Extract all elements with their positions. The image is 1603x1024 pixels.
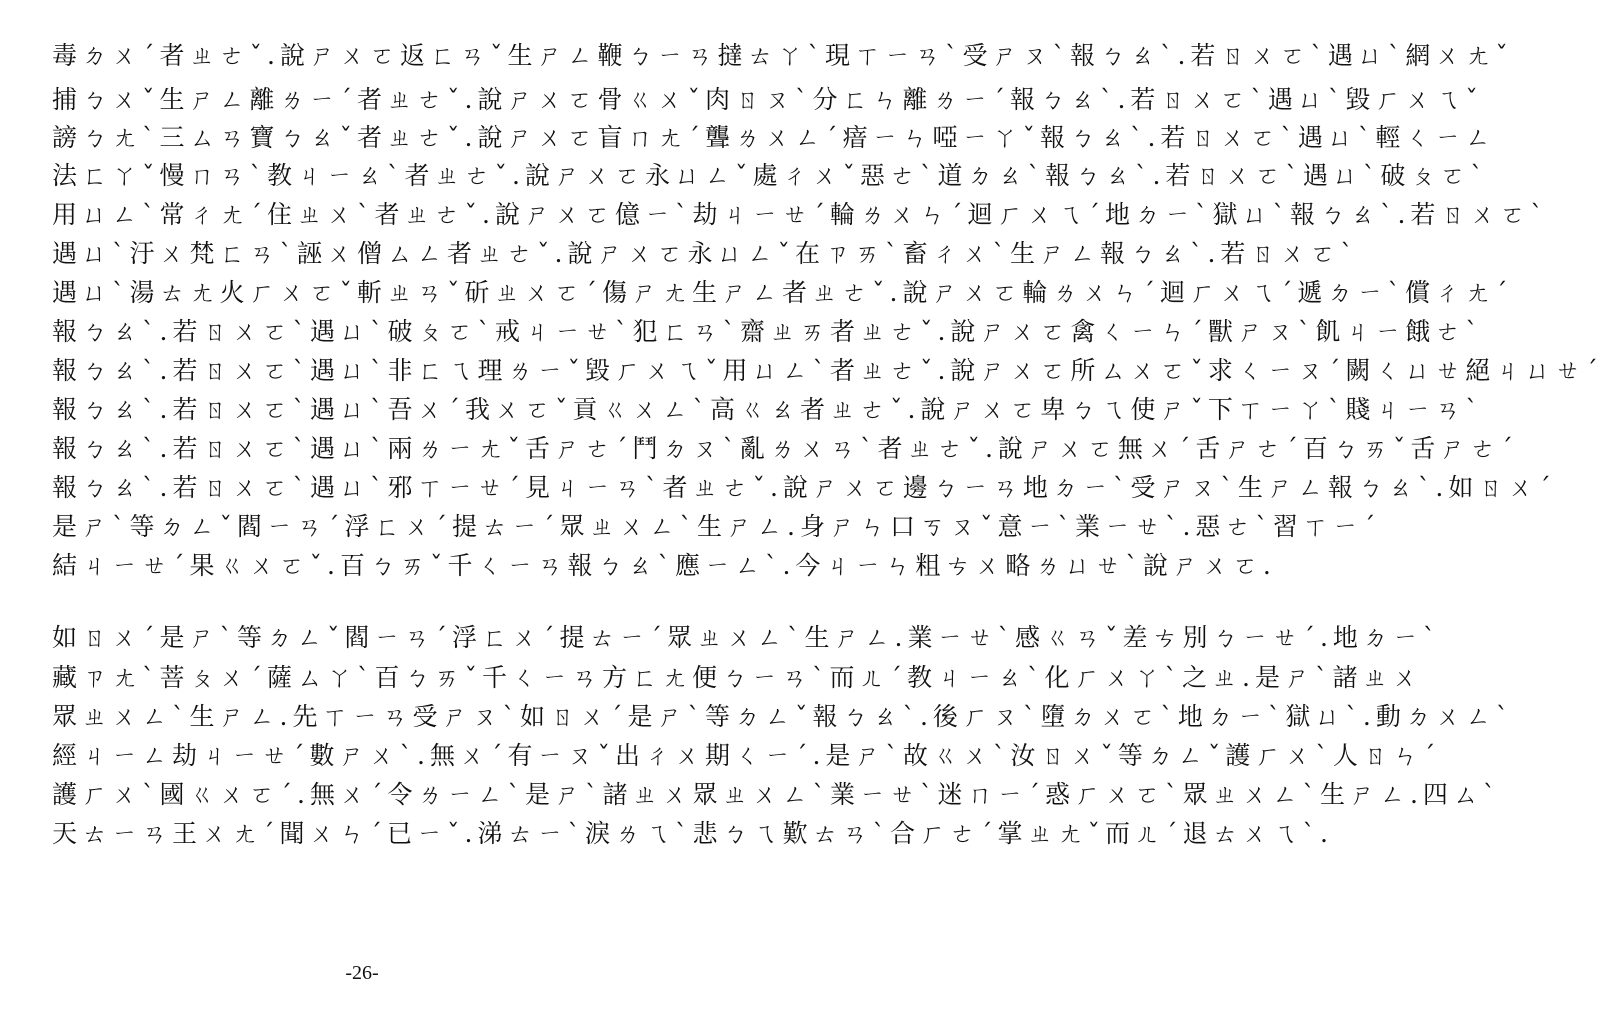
text-line: 法ㄈㄚˇ慢ㄇㄢˋ教ㄐㄧㄠˋ者ㄓㄜˇ.說ㄕㄨㄛ永ㄩㄥˇ處ㄔㄨˇ惡ㄜˋ道ㄉㄠˋ報ㄅㄠˋ.若ㄖㄨㄛˋ遇ㄩˋ破ㄆㄛˋ <box>52 161 1488 190</box>
text-line: 捕ㄅㄨˇ生ㄕㄥ離ㄌㄧˊ者ㄓㄜˇ.說ㄕㄨㄛ骨ㄍㄨˇ肉ㄖㄡˋ分ㄈㄣ離ㄌㄧˊ報ㄅㄠˋ.若ㄖㄨㄛˋ遇ㄩˋ毀ㄏㄨㄟˇ <box>52 85 1483 114</box>
text-line: 毒ㄉㄨˊ者ㄓㄜˇ.說ㄕㄨㄛ返ㄈㄢˇ生ㄕㄥ鞭ㄅㄧㄢ撻ㄊㄚˋ現ㄒㄧㄢˋ受ㄕㄡˋ報ㄅㄠˋ.若ㄖㄨㄛˋ遇ㄩˋ網ㄨㄤˇ <box>52 41 1513 70</box>
text-line: 報ㄅㄠˋ.若ㄖㄨㄛˋ遇ㄩˋ兩ㄌㄧㄤˇ舌ㄕㄜˊ鬥ㄉㄡˋ亂ㄌㄨㄢˋ者ㄓㄜˇ.說ㄕㄨㄛ無ㄨˊ舌ㄕㄜˊ百ㄅㄞˇ舌ㄕㄜˊ <box>52 434 1518 463</box>
text-line: 護ㄏㄨˋ國ㄍㄨㄛˊ.無ㄨˊ令ㄌㄧㄥˋ是ㄕˋ諸ㄓㄨ眾ㄓㄨㄥˋ業ㄧㄝˋ迷ㄇㄧˊ惑ㄏㄨㄛˋ眾ㄓㄨㄥˋ生ㄕㄥ.四ㄙˋ <box>52 780 1501 809</box>
text-line: 結ㄐㄧㄝˊ果ㄍㄨㄛˇ.百ㄅㄞˇ千ㄑㄧㄢ報ㄅㄠˋ應ㄧㄥˋ.今ㄐㄧㄣ粗ㄘㄨ略ㄌㄩㄝˋ說ㄕㄨㄛ. <box>52 551 1276 580</box>
text-line: 報ㄅㄠˋ.若ㄖㄨㄛˋ遇ㄩˋ邪ㄒㄧㄝˊ見ㄐㄧㄢˋ者ㄓㄜˇ.說ㄕㄨㄛ邊ㄅㄧㄢ地ㄉㄧˋ受ㄕㄡˋ生ㄕㄥ報ㄅㄠˋ.如ㄖㄨˊ <box>52 473 1556 502</box>
text-line: 謗ㄅㄤˋ三ㄙㄢ寶ㄅㄠˇ者ㄓㄜˇ.說ㄕㄨㄛ盲ㄇㄤˊ聾ㄌㄨㄥˊ瘖ㄧㄣ啞ㄧㄚˇ報ㄅㄠˋ.若ㄖㄨㄛˋ遇ㄩˋ輕ㄑㄧㄥ <box>52 123 1496 152</box>
text-line: 藏ㄗㄤˋ菩ㄆㄨˊ薩ㄙㄚˋ百ㄅㄞˇ千ㄑㄧㄢ方ㄈㄤ便ㄅㄧㄢˋ而ㄦˊ教ㄐㄧㄠˋ化ㄏㄨㄚˋ之ㄓ.是ㄕˋ諸ㄓㄨ <box>52 663 1423 692</box>
page-number: -26- <box>345 962 379 984</box>
text-line: 報ㄅㄠˋ.若ㄖㄨㄛˋ遇ㄩˋ吾ㄨˊ我ㄨㄛˇ貢ㄍㄨㄥˋ高ㄍㄠ者ㄓㄜˇ.說ㄕㄨㄛ卑ㄅㄟ使ㄕˇ下ㄒㄧㄚˋ賤ㄐㄧㄢˋ <box>52 395 1483 424</box>
text-line: 天ㄊㄧㄢ王ㄨㄤˊ聞ㄨㄣˊ已ㄧˇ.涕ㄊㄧˋ淚ㄌㄟˋ悲ㄅㄟ歎ㄊㄢˋ合ㄏㄜˊ掌ㄓㄤˇ而ㄦˊ退ㄊㄨㄟˋ. <box>52 819 1333 848</box>
text-line: 報ㄅㄠˋ.若ㄖㄨㄛˋ遇ㄩˋ非ㄈㄟ理ㄌㄧˇ毀ㄏㄨㄟˇ用ㄩㄥˋ者ㄓㄜˇ.說ㄕㄨㄛ所ㄙㄨㄛˇ求ㄑㄧㄡˊ闕ㄑㄩㄝ絕ㄐㄩㄝˊ <box>52 356 1603 385</box>
text-line: 遇ㄩˋ湯ㄊㄤ火ㄏㄨㄛˇ斬ㄓㄢˇ斫ㄓㄨㄛˊ傷ㄕㄤ生ㄕㄥ者ㄓㄜˇ.說ㄕㄨㄛ輪ㄌㄨㄣˊ迴ㄏㄨㄟˊ遞ㄉㄧˋ償ㄔㄤˊ <box>52 278 1513 307</box>
text-line: 遇ㄩˋ汙ㄨ梵ㄈㄢˋ誣ㄨ僧ㄙㄥ者ㄓㄜˇ.說ㄕㄨㄛ永ㄩㄥˇ在ㄗㄞˋ畜ㄔㄨˋ生ㄕㄥ報ㄅㄠˋ.若ㄖㄨㄛˋ <box>52 239 1358 268</box>
text-line: 報ㄅㄠˋ.若ㄖㄨㄛˋ遇ㄩˋ破ㄆㄛˋ戒ㄐㄧㄝˋ犯ㄈㄢˋ齋ㄓㄞ者ㄓㄜˇ.說ㄕㄨㄛ禽ㄑㄧㄣˊ獸ㄕㄡˋ飢ㄐㄧ餓ㄜˋ <box>52 317 1483 346</box>
text-line: 經ㄐㄧㄥ劫ㄐㄧㄝˊ數ㄕㄨˋ.無ㄨˊ有ㄧㄡˇ出ㄔㄨ期ㄑㄧˊ.是ㄕˋ故ㄍㄨˋ汝ㄖㄨˇ等ㄉㄥˇ護ㄏㄨˋ人ㄖㄣˊ <box>52 741 1441 770</box>
text-line: 用ㄩㄥˋ常ㄔㄤˊ住ㄓㄨˋ者ㄓㄜˇ.說ㄕㄨㄛ億ㄧˋ劫ㄐㄧㄝˊ輪ㄌㄨㄣˊ迴ㄏㄨㄟˊ地ㄉㄧˋ獄ㄩˋ報ㄅㄠˋ.若ㄖㄨㄛˋ <box>52 200 1548 229</box>
text-line: 眾ㄓㄨㄥˋ生ㄕㄥ.先ㄒㄧㄢ受ㄕㄡˋ如ㄖㄨˊ是ㄕˋ等ㄉㄥˇ報ㄅㄠˋ.後ㄏㄡˋ墮ㄉㄨㄛˋ地ㄉㄧˋ獄ㄩˋ.動ㄉㄨㄥˋ <box>52 702 1514 731</box>
text-line: 如ㄖㄨˊ是ㄕˋ等ㄉㄥˇ閻ㄧㄢˊ浮ㄈㄨˊ提ㄊㄧˊ眾ㄓㄨㄥˋ生ㄕㄥ.業ㄧㄝˋ感ㄍㄢˇ差ㄘ別ㄅㄧㄝˊ.地ㄉㄧˋ <box>52 623 1441 652</box>
text-line: 是ㄕˋ等ㄉㄥˇ閻ㄧㄢˊ浮ㄈㄨˊ提ㄊㄧˊ眾ㄓㄨㄥˋ生ㄕㄥ.身ㄕㄣ口ㄎㄡˇ意ㄧˋ業ㄧㄝˋ.惡ㄜˋ習ㄒㄧˊ <box>52 512 1381 541</box>
